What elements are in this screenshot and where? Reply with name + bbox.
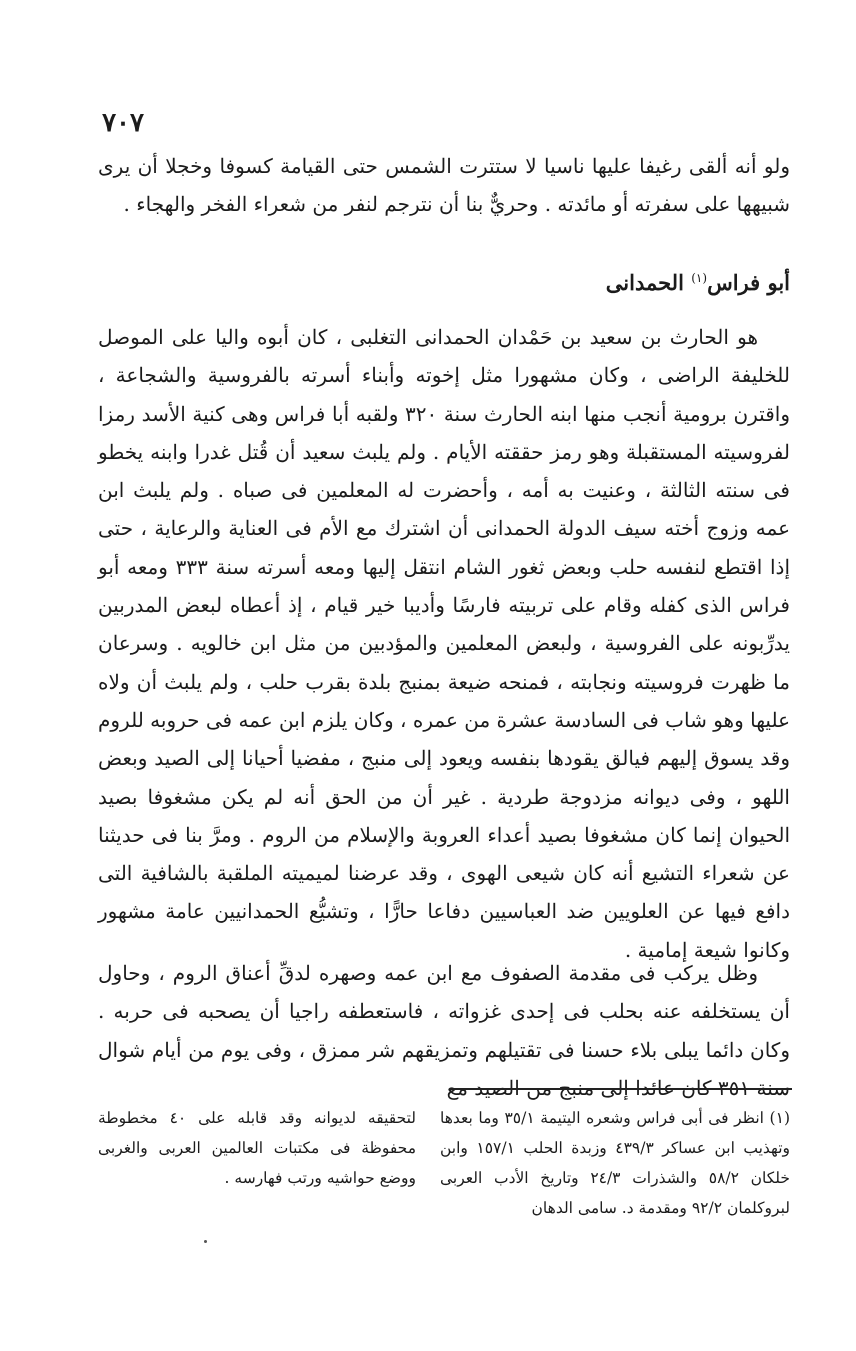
biography-paragraph-2: وظل يركب فى مقدمة الصفوف مع ابن عمه وصهره لدقِّ أعناق الروم ، وحاول أن يستخلفه عنه بحلب فى إحدى غزواته ، فاستعطفه راجيا أن يصحبه فى حربه . وكان دائما يبلى بلاء حسنا فى تقتيلهم وتمزيقهم شر ممزق ، وفى يوم من أيام شوال سنة ٣٥١ كان عائدا إلى منبج من الصيد مع <box>98 961 790 1100</box>
page-number: ٧٠٧ <box>102 108 144 138</box>
intro-paragraph: ولو أنه ألقى رغيفا عليها ناسيا لا ستترت الشمس حتى القيامة كسوفا وخجلا أن يرى شبيهها على سفرته أو مائدته . وحريٌّ بنا أن نترجم لنفر من شعراء الفخر والهجاء . <box>98 154 790 217</box>
footnote-left-column: لتحقيقه لديوانه وقد قابله على ٤٠ مخطوطة محفوظة فى مكتبات العالمين العربى والغربى ووضع حواشيه ورتب فهارسه . <box>98 1109 416 1187</box>
heading-surname: الحمدانى <box>605 270 684 295</box>
section-heading <box>606 270 790 295</box>
biography-paragraph-1: هو الحارث بن سعيد بن حَمْدان الحمدانى التغلبى ، كان أبوه واليا على الموصل للخليفة الراضى ، وكان مشهورا مثل إخوته وأبناء أسرته بالفروسية والشجاعة ، واقترن برومية أنجب منها ابنه الحارث سنة ٣٢٠ ولقبه أبا فراس وهى كنية الأسد رمزا لفروسيته المستقبلة وهو رمز حققته الأيام . ولم يلبث سعيد أن قُتل غدرا وابنه يخطو فى سنته الثالثة ، وعنيت به أمه ، وأحضرت له المعلمين فى صباه . ولم يلبث ابن عمه وزوج أخته سيف الدولة الحمدانى أن اشترك مع الأم فى العناية والرعاية ، حتى إذا اقتطع لنفسه حلب وبعض ثغور الشام انتقل إليها ومعه أسرته سنة ٣٣٣ ومعه أبو فراس الذى كفله وقام على تربيته فارسًا وأديبا خير قيام ، إذ أعطاه لبعض المدربين يدرِّبونه على الفروسية ، ولبعض المعلمين والمؤدبين من مثل ابن خالويه . وسرعان ما ظهرت فروسيته ونجابته ، فمنحه ضيعة بمنبج بلدة بقرب حلب ، ولم يلبث أن ولاه عليها وهو شاب فى السادسة عشرة من عمره ، وكان يلزم ابن عمه فى حروبه للروم وقد يسوق إليهم فيالق يقودها بنفسه ويعود إلى منبج ، مفضيا أحيانا إلى الصيد وبعض اللهو ، وفى ديوانه مزدوجة طردية . غير أن من الحق أنه لم يكن مشغوفا بصيد الحيوان إنما كان مشغوفا بصيد أعداء العروبة والإسلام من الروم . ومرَّ بنا فى حديثنا عن شعراء التشيع أنه كان شيعى الهوى ، وقد عرضنا لميميته الملقبة بالشافية التى دافع فيها عن العلويين ضد العباسيين دفاعا حارًّا ، وتشيُّع الحمدانيين عامة مشهور وكانوا شيعة إمامية . <box>98 325 790 962</box>
heading-name: أبو فراس <box>707 270 790 295</box>
scan-speck <box>204 1240 207 1243</box>
footnote-marker[interactable]: (١) <box>691 271 708 285</box>
footnote-right-column: (١) انظر فى أبى فراس وشعره اليتيمة ٣٥/١ وما بعدها وتهذيب ابن عساكر ٤٣٩/٣ وزبدة الحلب ١٥٧/١ وابن خلكان ٥٨/٢ والشذرات ٢٤/٣ وتاريخ الأدب العربى لبروكلمان ٩٢/٢ ومقدمة د. سامى الدهان <box>440 1109 791 1217</box>
footnote-divider <box>450 1088 792 1090</box>
